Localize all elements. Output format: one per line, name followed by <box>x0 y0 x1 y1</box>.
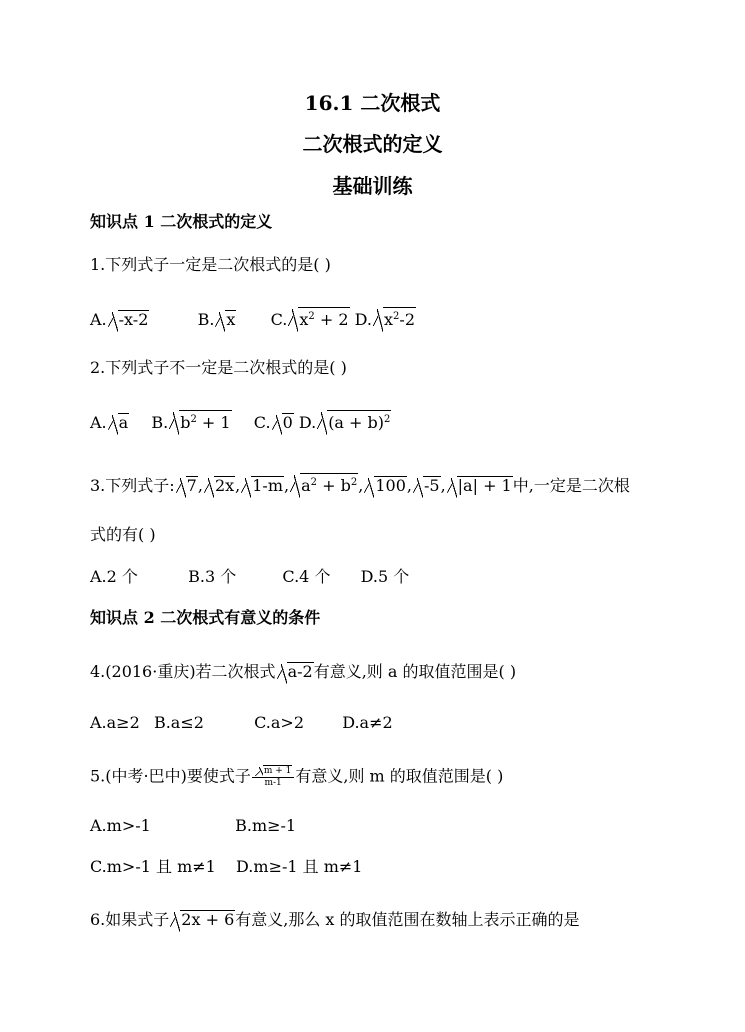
q3-option-b: B.3 个 <box>188 567 237 586</box>
q1-option-d: D. $x^2-2$ <box>355 307 416 330</box>
page-subtitle: 二次根式的定义 <box>302 132 443 156</box>
q1-option-a: A. -x-2 <box>90 310 149 329</box>
q1-option-b: B. x <box>197 310 236 329</box>
q3-option-c: C.4 个 <box>282 567 331 586</box>
q3-option-a: A.2 个 <box>90 567 138 586</box>
question-3-stem-line2: 式的有( ) <box>90 525 156 544</box>
q3-option-d: D.5 个 <box>360 567 410 586</box>
q1-option-c: C. $x^2 + 2$ <box>271 307 350 330</box>
q4-option-c: C.a>2 <box>254 713 304 732</box>
question-2-stem: 2.下列式子不一定是二次根式的是( ) <box>90 358 347 377</box>
question-3-options <box>90 567 409 587</box>
question-5-options-row2 <box>90 857 363 877</box>
question-3-stem: 3.下列式子: 7, 2x, 1-m, $a^2 + b^2$, 100, -5, |a| + 1中,一定是二次根 <box>90 473 630 496</box>
q2-option-c: C. 0 <box>253 413 293 432</box>
question-5-options-row1 <box>90 816 296 836</box>
q5-option-b: B.m≥-1 <box>235 816 297 835</box>
question-1-stem: 1.下列式子一定是二次根式的是( ) <box>90 255 331 274</box>
question-5-stem: 5.(中考·巴中)要使式子 $\frac{m + 1}{m-1}$ 有意义,则 m 的取值范围是( ) <box>90 766 504 788</box>
knowledge-point-1: 知识点 1 二次根式的定义 <box>90 212 273 231</box>
q5-option-a: A.m>-1 <box>90 816 151 835</box>
q2-option-b: B. $b^2 + 1$ <box>151 410 231 433</box>
q2-option-a: A. a <box>90 413 129 432</box>
q4-option-d: D.a≠2 <box>342 713 393 732</box>
q2-option-d: D. $(a + b)^2$ <box>299 410 392 433</box>
question-1-options <box>90 307 416 330</box>
knowledge-point-2: 知识点 2 二次根式有意义的条件 <box>90 608 321 627</box>
question-6-stem: 6.如果式子 2x + 6有意义,那么 x 的取值范围在数轴上表示正确的是 <box>90 910 580 929</box>
q5-option-c: C.m>-1 且 m≠1 <box>90 857 216 876</box>
q5-fraction: $\frac{m + 1}{m-1}$ <box>252 765 295 789</box>
page-title: 16.1 二次根式 <box>304 91 441 115</box>
q5-option-d: D.m≥-1 且 m≠1 <box>236 857 363 876</box>
question-2-options <box>90 410 391 433</box>
question-4-options <box>90 713 393 733</box>
q4-option-b: B.a≤2 <box>153 713 204 732</box>
question-4-stem: 4.(2016·重庆)若二次根式 a-2有意义,则 a 的取值范围是( ) <box>90 662 517 681</box>
q4-option-a: A.a≥2 <box>90 713 140 732</box>
section-title: 基础训练 <box>332 174 413 198</box>
